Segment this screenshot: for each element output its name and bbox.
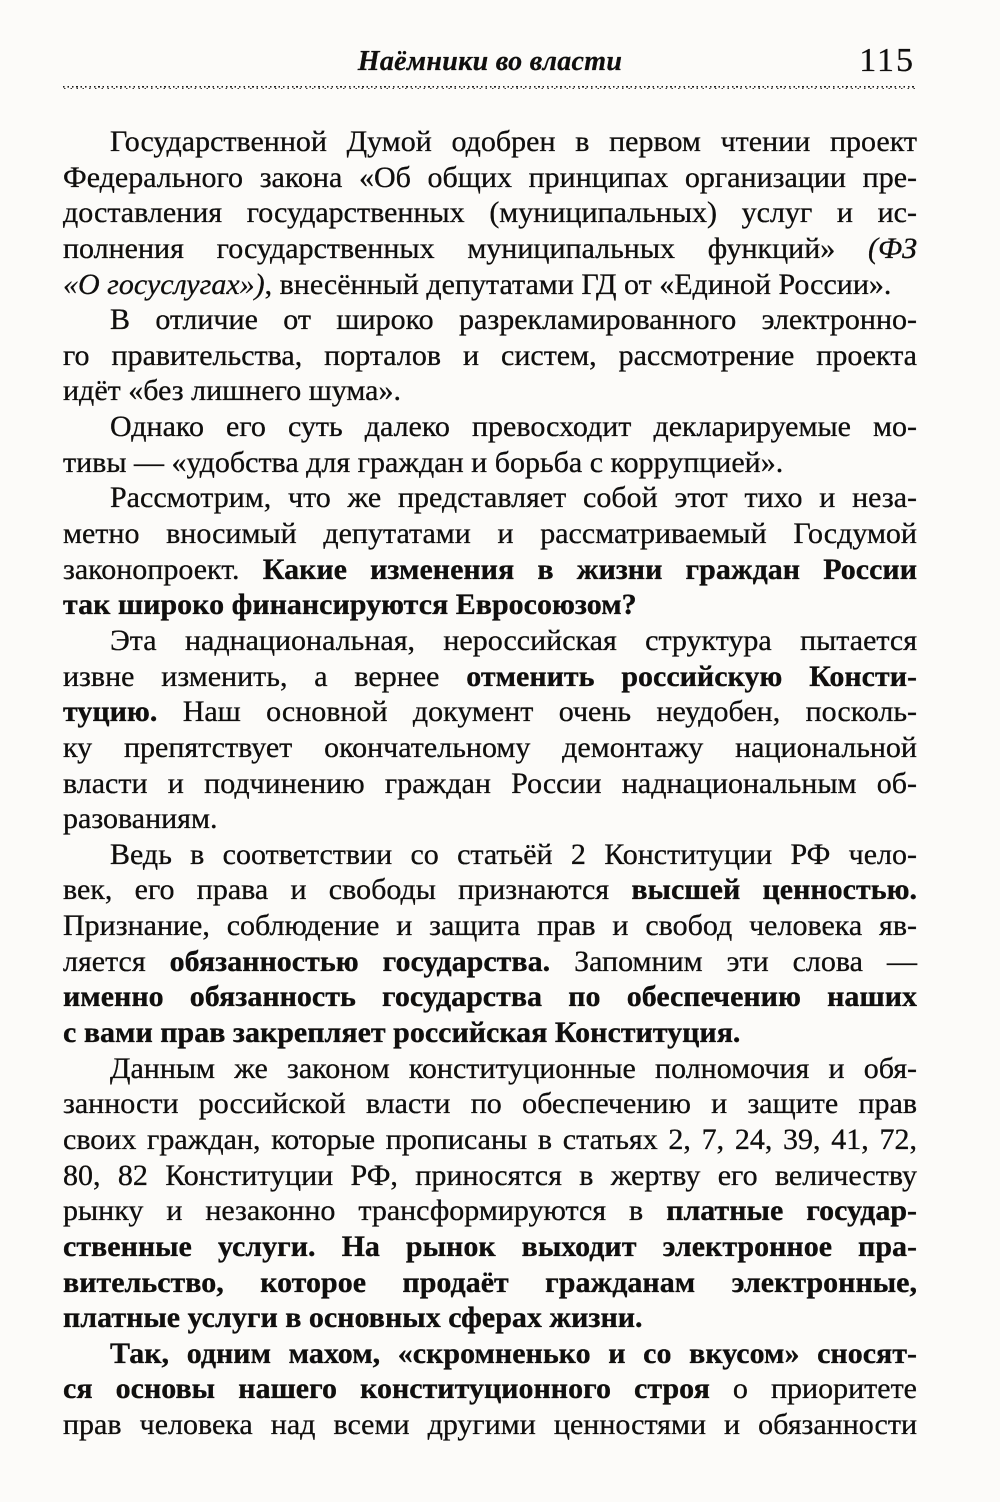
- text-run: извне изменить, а вернее: [63, 659, 467, 693]
- text-run: прав человека над всеми другими ценностями и обязанности: [63, 1408, 917, 1442]
- text-line: [63, 1407, 917, 1443]
- text-line: [63, 801, 917, 837]
- text-line: [63, 338, 917, 374]
- text-line: [63, 659, 917, 695]
- paragraph: [63, 409, 917, 480]
- text-run: идёт «без лишнего шума».: [63, 374, 401, 408]
- paragraph: [63, 1336, 917, 1443]
- text-line: [63, 160, 917, 196]
- text-run: полнения государственных муниципальных функций»: [63, 231, 869, 265]
- paragraph: [63, 1051, 917, 1336]
- text-run: , внесённый депутатами ГД от «Единой России».: [264, 267, 892, 301]
- text-run: Федерального закона «Об общих принципах организации пре-: [63, 160, 917, 194]
- text-line: [63, 872, 917, 908]
- text-line: [63, 1158, 917, 1194]
- text-run: с вами прав закрепляет российская Конституция.: [63, 1016, 741, 1050]
- text-line: [63, 195, 917, 231]
- text-line: [63, 267, 917, 303]
- text-run: доставления государственных (муниципальных) услуг и ис-: [63, 196, 917, 230]
- text-line: [63, 1015, 917, 1051]
- text-line: [63, 1371, 917, 1407]
- text-run: «О госуслугах»): [63, 267, 265, 301]
- text-line: [63, 1265, 917, 1301]
- text-run: (ФЗ: [868, 231, 917, 265]
- text-run: законопроект.: [63, 552, 263, 586]
- text-run: Признание, соблюдение и защита прав и свобод человека яв-: [63, 909, 917, 943]
- text-line: [63, 587, 917, 623]
- text-line: [63, 944, 917, 980]
- text-run: Государственной Думой одобрен в первом чтении проект: [110, 125, 917, 158]
- text-line: [63, 1122, 917, 1158]
- text-run: высшей ценностью.: [631, 873, 917, 907]
- text-run: обязанностью государства.: [169, 944, 551, 978]
- paragraph: [63, 124, 917, 302]
- paragraph: [63, 837, 917, 1051]
- text-run: так широко финансируются Евросоюзом?: [63, 588, 637, 622]
- text-run: Наш основной документ очень неудобен, посколь-: [157, 695, 917, 729]
- text-run: отменить российскую Консти-: [466, 659, 917, 693]
- text-run: рынку и незаконно трансформируются в: [63, 1194, 667, 1228]
- text-line: [63, 623, 917, 659]
- text-line: [63, 1336, 917, 1372]
- text-line: [63, 766, 917, 802]
- text-run: занности российской власти по обеспечению и защите прав: [63, 1087, 917, 1121]
- text-run: именно обязанность государства по обеспечению наших: [63, 980, 917, 1014]
- text-line: [63, 1229, 917, 1265]
- paragraph: [63, 480, 917, 623]
- text-line: [63, 302, 917, 338]
- text-run: 80, 82 Конституции РФ, приносятся в жертву его величеству: [63, 1158, 917, 1192]
- text-run: ку препятствует окончательному демонтажу национальной: [63, 730, 917, 764]
- text-run: В отличие от широко разрекламированного электронно-: [110, 303, 917, 337]
- running-header-title: Наёмники во власти: [357, 46, 623, 77]
- header-rule: [63, 86, 915, 90]
- text-run: Так, одним махом, «скромненько и со вкусом» сносят-: [110, 1336, 917, 1370]
- text-run: Ведь в соответствии со статьёй 2 Конституции РФ чело-: [110, 837, 917, 871]
- paragraph: [63, 623, 917, 837]
- text-run: го правительства, порталов и систем, рассмотрение проекта: [63, 338, 917, 372]
- text-run: разованиям.: [63, 802, 218, 836]
- text-run: век, его права и свободы признаются: [63, 873, 632, 907]
- text-run: туцию.: [63, 695, 158, 729]
- text-run: Рассмотрим, что же представляет собой этот тихо и неза-: [110, 481, 917, 515]
- text-line: [63, 837, 917, 873]
- text-run: своих граждан, которые прописаны в статьях 2, 7, 24, 39, 41, 72,: [63, 1122, 917, 1156]
- text-line: [63, 979, 917, 1015]
- text-line: [63, 445, 917, 481]
- text-line: [63, 1300, 917, 1336]
- text-block: [63, 124, 917, 1443]
- text-run: платные государ-: [666, 1194, 917, 1228]
- text-run: Запомним эти слова —: [550, 944, 917, 978]
- text-run: Какие изменения в жизни граждан России: [262, 552, 918, 586]
- text-run: Эта наднациональная, нероссийская структура пытается: [110, 623, 917, 657]
- text-run: Данным же законом конституционные полномочия и обя-: [110, 1051, 917, 1085]
- text-run: Однако его суть далеко превосходит декларируемые мо-: [110, 410, 917, 444]
- text-line: [63, 552, 917, 588]
- text-line: [63, 1086, 917, 1122]
- page-header: [63, 42, 917, 82]
- text-line: [63, 1193, 917, 1229]
- text-run: метно вносимый депутатами и рассматриваемый Госдумой: [63, 517, 917, 551]
- text-line: [63, 480, 917, 516]
- text-run: ственные услуги. На рынок выходит электронное пра-: [63, 1229, 917, 1263]
- text-line: [63, 409, 917, 445]
- text-line: [63, 908, 917, 944]
- text-line: [63, 231, 917, 267]
- text-run: ся основы нашего конституционного строя: [63, 1372, 710, 1406]
- paragraph: [63, 302, 917, 409]
- text-run: вительство, которое продаёт гражданам электронные,: [63, 1265, 917, 1299]
- text-line: [63, 516, 917, 552]
- text-line: [63, 694, 917, 730]
- text-line: [63, 730, 917, 766]
- text-line: [63, 1051, 917, 1087]
- text-run: тивы — «удобства для граждан и борьба с коррупцией».: [63, 445, 784, 479]
- text-run: платные услуги в основных сферах жизни.: [63, 1301, 643, 1335]
- text-run: ляется: [63, 944, 170, 978]
- text-line: [63, 124, 917, 160]
- text-line: [63, 373, 917, 409]
- text-run: власти и подчинению граждан России наднациональным об-: [63, 766, 917, 800]
- text-run: о приоритете: [709, 1372, 917, 1406]
- page-number: 115: [859, 42, 915, 79]
